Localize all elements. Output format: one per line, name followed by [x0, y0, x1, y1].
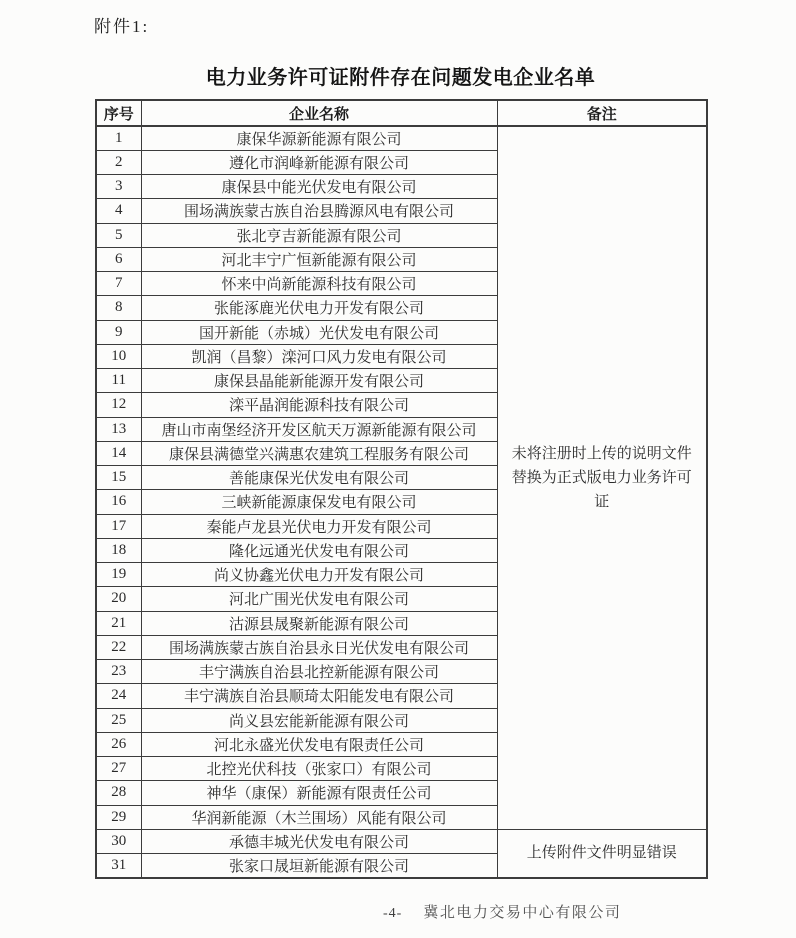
company-name: 遵化市润峰新能源有限公司 — [141, 150, 497, 174]
row-serial-number: 18 — [96, 538, 141, 562]
row-serial-number: 5 — [96, 223, 141, 247]
row-serial-number: 24 — [96, 684, 141, 708]
row-serial-number: 10 — [96, 344, 141, 368]
row-serial-number: 23 — [96, 660, 141, 684]
company-name: 沽源县晟聚新能源有限公司 — [141, 611, 497, 635]
company-name: 康保华源新能源有限公司 — [141, 126, 497, 150]
row-serial-number: 9 — [96, 320, 141, 344]
row-serial-number: 12 — [96, 393, 141, 417]
row-serial-number: 27 — [96, 757, 141, 781]
company-name: 承德丰城光伏发电有限公司 — [141, 829, 497, 853]
header-remarks: 备注 — [497, 100, 707, 126]
row-serial-number: 29 — [96, 805, 141, 829]
table-row — [96, 126, 707, 150]
company-name: 尚义协鑫光伏电力开发有限公司 — [141, 563, 497, 587]
company-name: 怀来中尚新能源科技有限公司 — [141, 272, 497, 296]
row-serial-number: 11 — [96, 369, 141, 393]
row-serial-number: 4 — [96, 199, 141, 223]
company-name: 康保县中能光伏发电有限公司 — [141, 175, 497, 199]
company-name: 张北亨吉新能源有限公司 — [141, 223, 497, 247]
company-name: 尚义县宏能新能源有限公司 — [141, 708, 497, 732]
remark-cell: 上传附件文件明显错误 — [497, 829, 707, 878]
row-serial-number: 20 — [96, 587, 141, 611]
row-serial-number: 13 — [96, 417, 141, 441]
company-name: 丰宁满族自治县北控新能源有限公司 — [141, 660, 497, 684]
row-serial-number: 19 — [96, 563, 141, 587]
document-title: 电力业务许可证附件存在问题发电企业名单 — [205, 67, 596, 89]
company-name: 善能康保光伏发电有限公司 — [141, 466, 497, 490]
company-name: 秦能卢龙县光伏电力开发有限公司 — [141, 514, 497, 538]
table-body — [96, 126, 707, 878]
row-serial-number: 2 — [96, 150, 141, 174]
header-serial-number: 序号 — [96, 100, 141, 126]
company-table — [95, 99, 708, 879]
row-serial-number: 8 — [96, 296, 141, 320]
company-name: 河北永盛光伏发电有限责任公司 — [141, 732, 497, 756]
row-serial-number: 26 — [96, 732, 141, 756]
page-number: -4- — [383, 906, 403, 921]
remark-cell: 未将注册时上传的说明文件替换为正式版电力业务许可证 — [497, 126, 707, 829]
row-serial-number: 30 — [96, 829, 141, 853]
company-name: 北控光伏科技（张家口）有限公司 — [141, 757, 497, 781]
row-serial-number: 21 — [96, 611, 141, 635]
company-name: 康保县满德堂兴满惠农建筑工程服务有限公司 — [141, 441, 497, 465]
company-name: 围场满族蒙古族自治县永日光伏发电有限公司 — [141, 635, 497, 659]
row-serial-number: 6 — [96, 247, 141, 271]
row-serial-number: 1 — [96, 126, 141, 150]
attachment-label: 附件1: — [94, 17, 150, 36]
company-name: 国开新能（赤城）光伏发电有限公司 — [141, 320, 497, 344]
row-serial-number: 15 — [96, 466, 141, 490]
row-serial-number: 3 — [96, 175, 141, 199]
row-serial-number: 14 — [96, 441, 141, 465]
table-row — [96, 829, 707, 853]
row-serial-number: 17 — [96, 514, 141, 538]
footer-organization: 冀北电力交易中心有限公司 — [423, 905, 622, 921]
company-name: 滦平晶润能源科技有限公司 — [141, 393, 497, 417]
company-name: 华润新能源（木兰围场）风能有限公司 — [141, 805, 497, 829]
row-serial-number: 7 — [96, 272, 141, 296]
company-name: 丰宁满族自治县顺琦太阳能发电有限公司 — [141, 684, 497, 708]
company-name: 张能涿鹿光伏电力开发有限公司 — [141, 296, 497, 320]
company-name: 河北丰宁广恒新能源有限公司 — [141, 247, 497, 271]
row-serial-number: 16 — [96, 490, 141, 514]
company-name: 张家口晟垣新能源有限公司 — [141, 854, 497, 878]
page-footer — [383, 901, 621, 922]
row-serial-number: 22 — [96, 635, 141, 659]
table-header-row — [96, 100, 707, 126]
row-serial-number: 31 — [96, 854, 141, 878]
header-company-name: 企业名称 — [141, 100, 497, 126]
row-serial-number: 28 — [96, 781, 141, 805]
company-name: 神华（康保）新能源有限责任公司 — [141, 781, 497, 805]
company-name: 唐山市南堡经济开发区航天万源新能源有限公司 — [141, 417, 497, 441]
company-name: 凯润（昌黎）滦河口风力发电有限公司 — [141, 344, 497, 368]
row-serial-number: 25 — [96, 708, 141, 732]
company-name: 围场满族蒙古族自治县腾源风电有限公司 — [141, 199, 497, 223]
company-name: 河北广围光伏发电有限公司 — [141, 587, 497, 611]
company-name: 康保县晶能新能源开发有限公司 — [141, 369, 497, 393]
company-name: 隆化远通光伏发电有限公司 — [141, 538, 497, 562]
company-name: 三峡新能源康保发电有限公司 — [141, 490, 497, 514]
